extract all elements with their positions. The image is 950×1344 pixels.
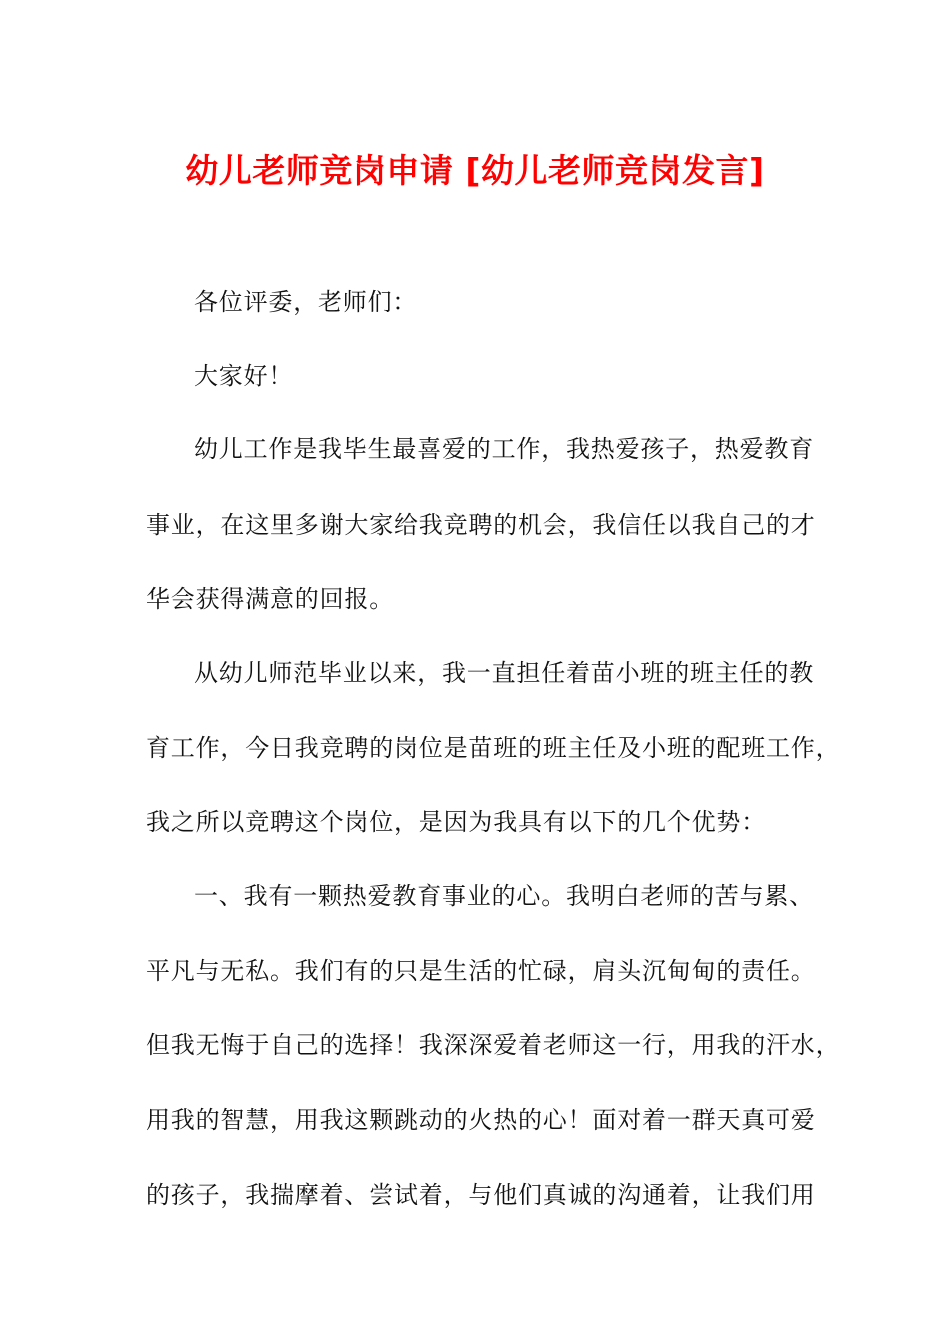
paragraph-line: 用我的智慧，用我这颗跳动的火热的心！面对着一群天真可爱 [146, 1106, 816, 1134]
paragraph-line: 育工作，今日我竞聘的岗位是苗班的班主任及小班的配班工作， [146, 734, 841, 762]
paragraph-line: 平凡与无私。我们有的只是生活的忙碌，肩头沉甸甸的责任。 [146, 957, 816, 985]
paragraph-line: 的孩子，我揣摩着、尝试着，与他们真诚的沟通着，让我们用 [146, 1181, 816, 1209]
paragraph-line: 从幼儿师范毕业以来，我一直担任着苗小班的班主任的教 [194, 659, 814, 687]
salutation-line: 各位评委，老师们： [194, 288, 418, 316]
paragraph-line: 事业，在这里多谢大家给我竞聘的机会，我信任以我自己的才 [146, 511, 816, 539]
paragraph-line: 华会获得满意的回报。 [146, 585, 394, 613]
paragraph-line: 一、我有一颗热爱教育事业的心。我明白老师的苦与累、 [194, 882, 814, 910]
paragraph-line: 但我无悔于自己的选择！我深深爱着老师这一行，用我的汗水， [146, 1031, 841, 1059]
greeting-line: 大家好！ [194, 362, 294, 390]
paragraph-line: 我之所以竞聘这个岗位，是因为我具有以下的几个优势： [146, 808, 766, 836]
document-title: 幼儿老师竞岗申请 [幼儿老师竞岗发言] [185, 151, 765, 190]
paragraph-line: 幼儿工作是我毕生最喜爱的工作，我热爱孩子，热爱教育 [194, 435, 814, 463]
